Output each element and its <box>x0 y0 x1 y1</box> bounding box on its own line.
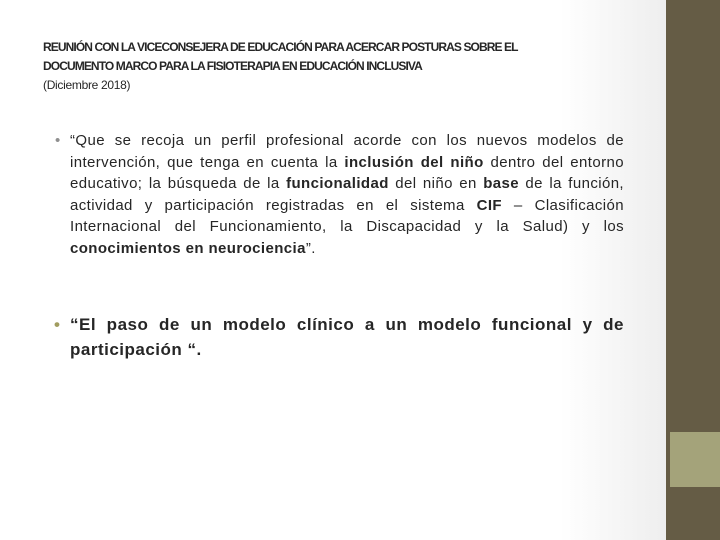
bullet-1-text-2: dentro del entorno educativo; la búsqueda de la <box>70 153 624 192</box>
bullet-1-bold-5: conocimientos en neurociencia <box>70 239 306 257</box>
bullet-2-text: “El paso de un modelo clínico a un modelo funcional y de participación “. <box>70 315 624 359</box>
bullet-1-text-5: – Clasificación Internacional del Funcionamiento, la Discapacidad y la Salud) y los <box>70 196 624 235</box>
bullet-1-bold-1: inclusión del niño <box>344 153 484 171</box>
title-date: (Diciembre 2018) <box>43 78 131 92</box>
bullet-1-bold-3: base <box>483 175 519 192</box>
bullet-1-text-1: “Que se recoja un perfil profesional acorde con los nuevos modelos de intervención, que tenga en cuenta la <box>70 132 624 171</box>
bullet-1-text-4: de la función, actividad y participación registradas en el sistema <box>70 175 624 214</box>
bullet-marker: • <box>55 132 61 149</box>
bullet-1-bold-2: funcionalidad <box>286 175 389 192</box>
bullet-item-1 <box>55 130 624 259</box>
slide-title <box>43 38 643 95</box>
bullet-1-text-3: del niño en <box>388 175 484 192</box>
bullet-1-text-6: ”. <box>305 239 316 257</box>
title-line-2: DOCUMENTO MARCO PARA LA FISIOTERAPIA EN EDUCACIÓN INCLUSIVA <box>43 59 422 73</box>
bullet-1-bold-4: CIF <box>476 196 502 214</box>
bullet-marker: • <box>54 315 61 334</box>
bullet-item-2 <box>54 312 624 362</box>
title-line-1: REUNIÓN CON LA VICECONSEJERA DE EDUCACIÓN PARA ACERCAR POSTURAS SOBRE EL <box>43 40 518 54</box>
sidebar-accent-block <box>670 432 720 487</box>
